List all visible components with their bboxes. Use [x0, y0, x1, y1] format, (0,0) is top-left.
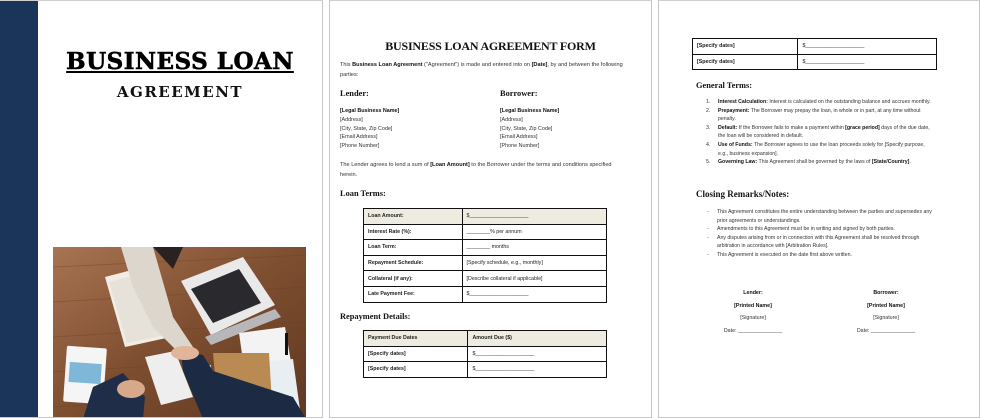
amount-due-field[interactable]: $____________________: [468, 346, 607, 362]
repayment-schedule-field[interactable]: [Specify schedule, e.g., monthly]: [462, 255, 606, 271]
document-title: BUSINESS LOAN AGREEMENT FORM: [385, 39, 596, 53]
term-text: The Borrower may prepay the loan, in whole or in part, at any time without penalty.: [718, 107, 921, 123]
collateral-label: Collateral (if any):: [364, 271, 463, 287]
bullet-icon: -: [707, 226, 709, 233]
borrower-address: [Address]: [500, 116, 523, 123]
grace-period-placeholder: [grace period]: [845, 124, 880, 131]
interest-rate-field[interactable]: ________% per annum: [462, 224, 606, 240]
table-row: [364, 271, 607, 287]
list-item: [706, 251, 934, 260]
table-row: [364, 240, 607, 256]
cover-title-text: BUSINESS LOAN: [66, 48, 294, 75]
intro-date-placeholder: [Date]: [531, 62, 548, 68]
loan-statement-text: to the Borrower under the terms and conditions specified herein.: [340, 162, 612, 178]
loan-term-field[interactable]: ________ months: [462, 240, 606, 256]
lender-printed-name-field[interactable]: [Printed Name]: [734, 302, 772, 309]
intro-agreement-name: Business Loan Agreement: [352, 62, 423, 68]
list-item: [706, 225, 934, 234]
column-header-amount-due: Amount Due ($): [468, 331, 607, 347]
amount-due-field[interactable]: $____________________: [798, 54, 937, 70]
table-header-row: [364, 331, 607, 347]
bullet-icon: -: [707, 209, 709, 215]
list-number: 5.: [706, 159, 711, 166]
closing-remarks-list: [706, 208, 934, 260]
list-item: [706, 158, 931, 167]
table-row: [364, 209, 607, 225]
column-header-due-dates: Payment Due Dates: [364, 331, 468, 347]
list-item: [706, 208, 934, 225]
loan-amount-field[interactable]: $____________________: [462, 209, 606, 225]
collateral-field[interactable]: [Describe collateral if applicable]: [462, 271, 606, 287]
lender-phone: [Phone Number]: [340, 143, 380, 150]
interest-rate-label: Interest Rate (%):: [364, 224, 463, 240]
closing-remarks-heading: Closing Remarks/Notes:: [696, 189, 790, 199]
intro-text: ("Agreement") is made and entered into on: [422, 62, 532, 68]
repayment-table: [363, 330, 607, 378]
lender-signature-label: Lender:: [743, 290, 763, 296]
intro-paragraph: [340, 60, 635, 80]
cover-page: [0, 0, 323, 418]
term-text: If the Borrower fails to make a payment within: [737, 124, 846, 131]
borrower-signature-label: Borrower:: [873, 290, 899, 296]
borrower-printed-name-field[interactable]: [Printed Name]: [867, 302, 905, 309]
list-item: [706, 141, 931, 158]
bullet-icon: -: [707, 251, 709, 258]
borrower-signature-block: [836, 287, 936, 337]
list-number: 2.: [706, 107, 711, 114]
lender-business-name: [Legal Business Name]: [340, 108, 400, 114]
general-terms-list: [706, 98, 931, 167]
amount-due-field[interactable]: $____________________: [468, 362, 607, 378]
list-number: 4.: [706, 141, 711, 148]
term-text: .: [909, 159, 911, 166]
closing-remark-text: This Agreement is executed on the date first above written.: [717, 251, 852, 258]
term-text: Interest is calculated on the outstanding balance and accrues monthly.: [767, 99, 931, 105]
list-number: 1.: [706, 99, 711, 105]
borrower-heading: Borrower:: [500, 89, 538, 98]
borrower-city-state-zip: [City, State, Zip Code]: [500, 125, 553, 132]
lender-signature-field[interactable]: [Signature]: [740, 315, 766, 321]
list-item: [706, 107, 931, 124]
term-text: The Borrower agrees to use the loan proceeds solely for [Specify purpose, e.g., business expansion].: [718, 141, 925, 157]
cover-title: [38, 48, 322, 75]
lender-address: [Address]: [340, 116, 363, 123]
agreement-page-2: [658, 0, 980, 418]
list-item: [706, 124, 931, 141]
borrower-email: [Email Address]: [500, 134, 538, 141]
due-date-field[interactable]: [Specify dates]: [693, 54, 798, 70]
closing-remark-text: Amendments to this Agreement must be in writing and signed by both parties.: [717, 226, 895, 233]
bullet-icon: -: [707, 234, 709, 241]
late-fee-field[interactable]: $____________________: [462, 286, 606, 302]
repayment-details-heading: Repayment Details:: [340, 312, 411, 321]
list-item: [706, 98, 931, 107]
closing-remark-text: This Agreement constitutes the entire understanding between the parties and supersedes any prior agreements or understandings.: [717, 209, 932, 224]
table-row: [364, 346, 607, 362]
loan-statement-text: The Lender agrees to lend a sum of: [340, 162, 431, 168]
business-handshake-photo: [53, 247, 306, 418]
lender-signature-block: [703, 287, 803, 337]
list-number: 3.: [706, 124, 711, 131]
term-title: Use of Funds:: [718, 141, 753, 148]
lender-heading: Lender:: [340, 89, 369, 98]
lender-date-field[interactable]: Date: _______________: [723, 327, 783, 334]
term-title: Interest Calculation:: [718, 99, 768, 105]
lender-address-block: [340, 107, 399, 151]
lender-city-state-zip: [City, State, Zip Code]: [340, 125, 393, 132]
term-title: Default:: [718, 124, 738, 131]
state-country-placeholder: [State/Country]: [871, 159, 910, 166]
term-text: days of the due date, the loan will be considered in default.: [718, 124, 930, 140]
late-fee-label: Late Payment Fee:: [364, 286, 463, 302]
loan-term-label: Loan Term:: [364, 240, 463, 256]
repayment-table-continued: [692, 38, 937, 70]
due-date-field[interactable]: [Specify dates]: [364, 346, 468, 362]
lender-email: [Email Address]: [340, 134, 378, 141]
due-date-field[interactable]: [Specify dates]: [364, 362, 468, 378]
cover-accent-stripe: [0, 1, 38, 417]
borrower-signature-field[interactable]: [Signature]: [873, 315, 899, 321]
term-title: Governing Law:: [718, 159, 758, 166]
loan-amount-label: Loan Amount:: [364, 209, 463, 225]
loan-terms-heading: Loan Terms:: [340, 189, 386, 198]
general-terms-heading: General Terms:: [696, 81, 753, 90]
term-title: Prepayment:: [718, 107, 750, 114]
table-row: [693, 39, 937, 55]
borrower-business-name: [Legal Business Name]: [500, 108, 560, 114]
amount-due-field[interactable]: $____________________: [798, 39, 937, 55]
intro-text: This: [340, 62, 353, 68]
loan-terms-table: [363, 208, 607, 303]
loan-amount-placeholder: [Loan Amount]: [430, 162, 470, 168]
borrower-address-block: [500, 107, 559, 151]
list-item: [706, 234, 934, 251]
table-row: [364, 362, 607, 378]
table-row: [693, 54, 937, 70]
borrower-date-field[interactable]: Date: _______________: [856, 327, 916, 334]
due-date-field[interactable]: [Specify dates]: [693, 39, 798, 55]
cover-subtitle: AGREEMENT: [116, 83, 244, 101]
agreement-page-1: [329, 0, 652, 418]
loan-statement: [340, 160, 630, 180]
intro-text: , by and between the following parties:: [340, 62, 623, 78]
term-text: This Agreement shall be governed by the laws of: [757, 159, 872, 166]
table-row: [364, 255, 607, 271]
table-row: [364, 286, 607, 302]
closing-remark-text: Any disputes arising from or in connection with this Agreement shall be resolved through arbitration in accordance with [Arbitration Rules].: [717, 234, 920, 250]
borrower-phone: [Phone Number]: [500, 143, 540, 150]
repayment-schedule-label: Repayment Schedule:: [364, 255, 463, 271]
table-row: [364, 224, 607, 240]
